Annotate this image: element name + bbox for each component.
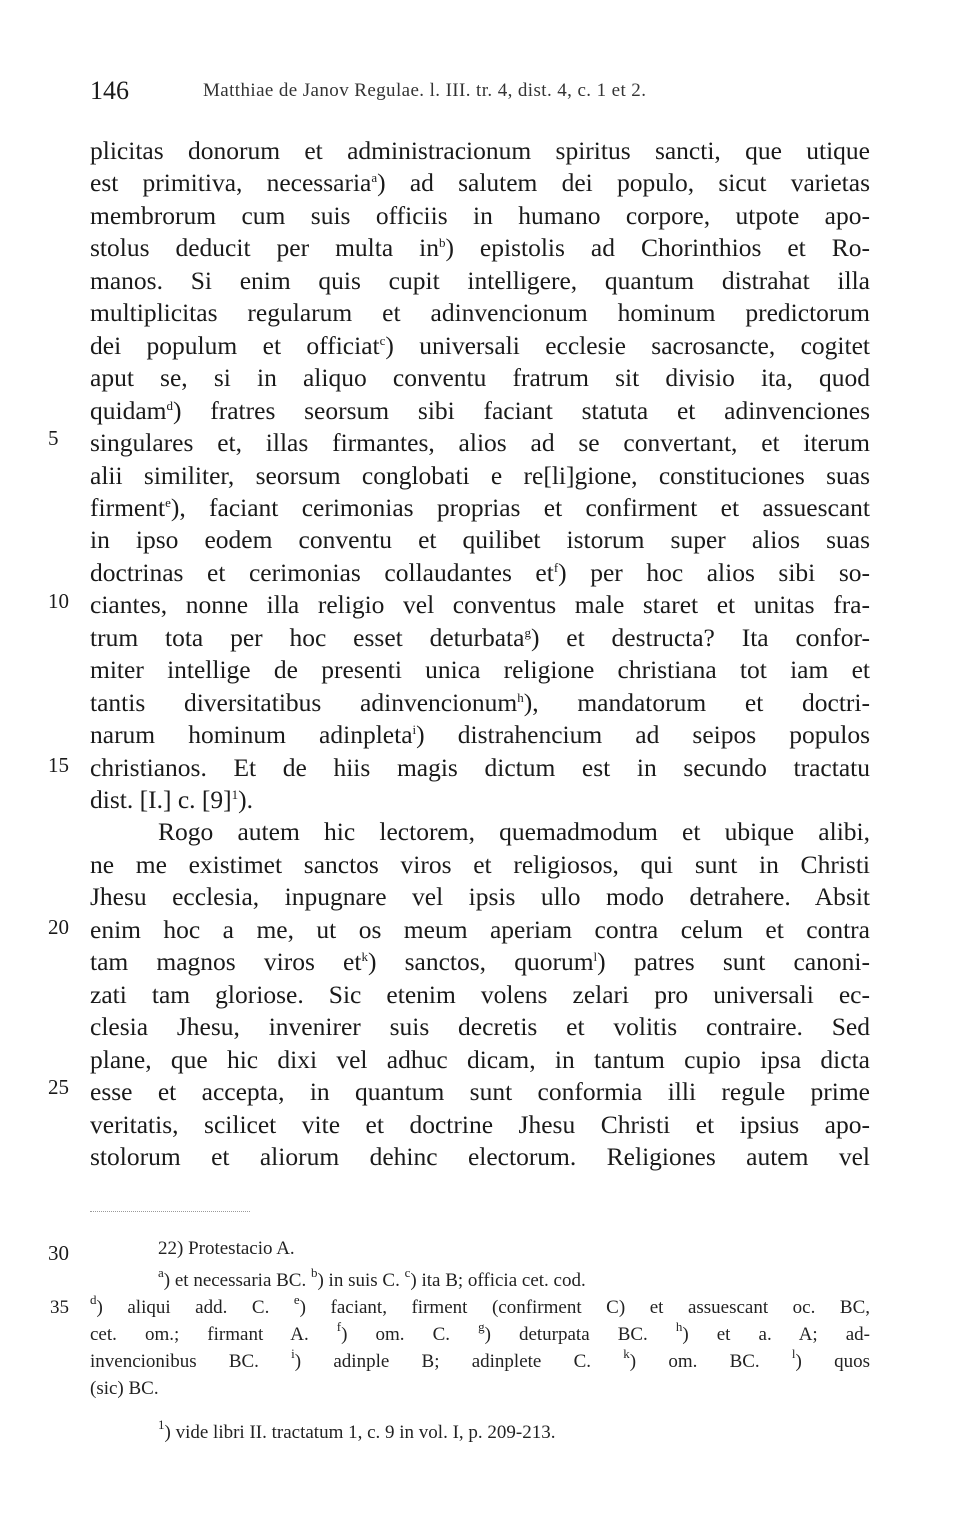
text-line: veritatis, scilicet vite et doctrine Jhesu Christi et ipsius apo- (90, 1109, 870, 1139)
text-line: dist. [I.] c. $[9]^1$). (90, 785, 253, 814)
line-number: 20 (48, 915, 69, 939)
footnote-line: invencionibus BC. $^i$) adinple B; adinplete C. $^k$) om. BC. $^l$) quos (90, 1346, 871, 1372)
text-line: tam magnos viros $et^k$) sanctos, quorum$^l$) patres sunt canoni- (90, 947, 871, 977)
footnote-line: (sic) BC. (90, 1378, 159, 1399)
text-line: est primitiva, necessaria$^a$) ad salutem dei populo, sicut varietas (90, 168, 870, 198)
footnote-separator (90, 1211, 250, 1212)
line-number: 15 (48, 753, 69, 777)
text-line: zati tam gloriose. Sic etenim volens zelari pro universali ec- (90, 979, 870, 1009)
text-line: ne me existimet sanctos viros et religiosos, qui sunt in Christi (90, 849, 870, 879)
footnote-line: $^d$) aliqui add. C. $^e$) faciant, firment (confirment C) et assuescant oc. BC, (90, 1292, 870, 1318)
text-line: christianos. Et de hiis magis dictum est in secundo tractatu (90, 752, 870, 782)
text-line: Rogo autem hic lectorem, quemadmodum et ubique alibi, (158, 817, 870, 847)
text-line: Jhesu ecclesia, inpugnare vel ipsis ullo modo detrahere. Absit (90, 882, 870, 912)
footnote-line: 22) Protestacio A. (158, 1238, 295, 1259)
text-line: enim hoc a me, ut os meum aperiam contra celum et contra (90, 914, 870, 944)
line-number: 10 (48, 589, 69, 613)
text-line: singulares et, illas firmantes, alios ad se convertant, et iterum (90, 428, 870, 458)
text-line: ciantes, nonne illa religio vel conventus male staret et unitas fra- (90, 590, 870, 620)
text-line: tantis diversitatibus adinvencionum$^h$), mandatorum et doctri- (90, 687, 870, 717)
text-line: alii similiter, seorsum conglobati e re[li]gione, constituciones suas (90, 460, 870, 490)
text-line: firment$^e$), faciant cerimonias proprias et confirment et assuescant (90, 492, 870, 522)
line-number: 25 (48, 1075, 69, 1099)
text-line: doctrinas et cerimonias collaudantes $et^f$) per hoc alios sibi so- (90, 557, 870, 587)
running-title: Matthiae de Janov Regulae. l. III. tr. 4, dist. 4, c. 1 et 2. (203, 80, 647, 101)
line-number: 35 (50, 1297, 69, 1318)
text-line: miter intellige de presenti unica religione christiana tot iam et (90, 655, 870, 685)
text-line: plicitas donorum et administracionum spiritus sancti, que utique (90, 136, 870, 165)
text-line: stolus deducit per multa $in^b$) epistolis ad Chorinthios et Ro- (90, 233, 870, 263)
text-line: trum tota per hoc esset deturbata$^g$) et destructa? Ita confor- (90, 622, 870, 652)
page-header (90, 76, 870, 106)
footnote-line: $^1$) vide libri II. tractatum 1, c. 9 in vol. I, p. 209-213. (158, 1417, 556, 1443)
page-number: 146 (90, 76, 129, 105)
footnote-line: cet. om.; firmant A. $^f$) om. C. $^g$) deturpata BC. $^h$) et a. A; ad- (90, 1319, 871, 1345)
text-line: quidam$^d$) fratres seorsum sibi faciant statuta et adinvenciones (90, 395, 870, 425)
line-number: 5 (48, 426, 59, 450)
text-line: membrorum cum suis officiis in humano corpore, utpote apo- (90, 200, 870, 230)
text-line: plane, que hic dixi vel adhuc dicam, in tantum cupio ipsa dicta (90, 1044, 870, 1074)
text-line: narum hominum adinpleta$^i$) distrahencium ad seipos populos (90, 720, 871, 750)
text-line: aput se, si in aliquo conventu fratrum sit divisio ita, quod (90, 363, 870, 393)
line-number: 30 (48, 1241, 69, 1265)
text-line: stolorum et aliorum dehinc electorum. Religiones autem vel (90, 1141, 870, 1171)
text-line: esse et accepta, in quantum sunt conformia illi regule prime (90, 1077, 870, 1107)
text-line: manos. Si enim quis cupit intelligere, quantum distrahat illa (90, 265, 870, 295)
text-line: clesia Jhesu, invenirer suis decretis et volitis contraire. Sed (90, 1012, 870, 1042)
footnote-line: $^a$) et necessaria BC. $^b$) in suis C. $^c$) ita B; officia cet. cod. (158, 1265, 586, 1291)
text-line: in ipso eodem conventu et quilibet istorum super alios suas (90, 525, 870, 555)
text-line: dei populum et officiat$^c$) universali ecclesie sacrosancte, cogitet (90, 330, 870, 360)
text-line: multiplicitas regularum et adinvencionum hominum predictorum (90, 298, 870, 328)
